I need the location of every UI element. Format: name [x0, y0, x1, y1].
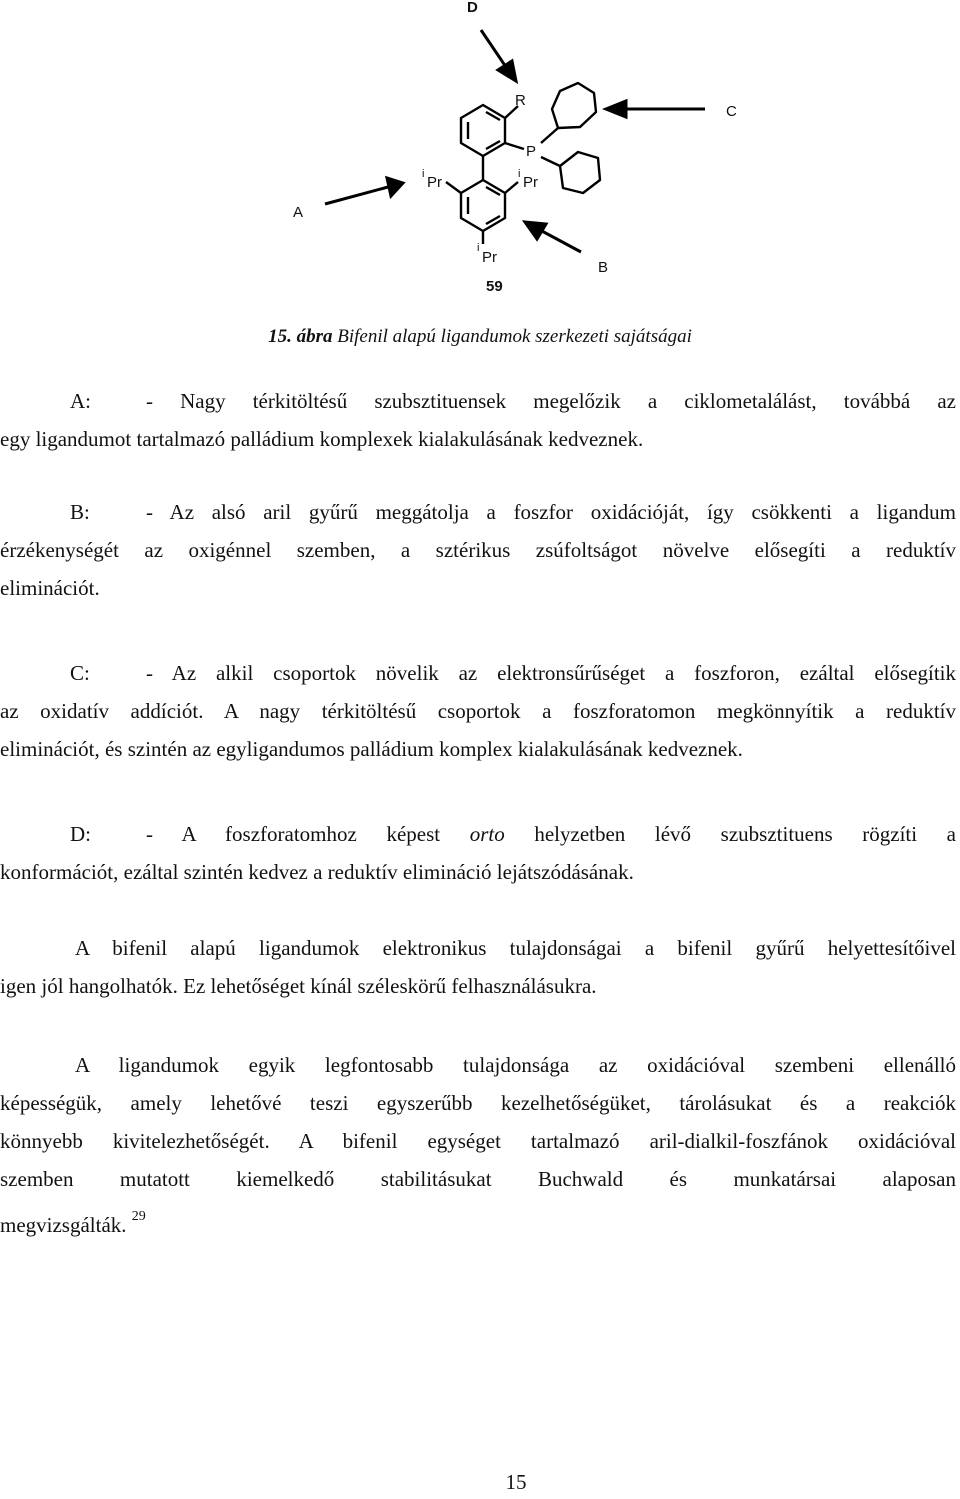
arrow-a [325, 187, 388, 204]
paragraph-a-line2: egy ligandumot tartalmazó palládium komplexek kialakulásának kedveznek. [0, 427, 644, 451]
paragraph-f-line1: A ligandumok egyik legfontosabb tulajdonsága az oxidációval szembeni ellenálló [75, 1053, 956, 1077]
arrow-b [540, 230, 581, 252]
ligand-structure-figure [0, 0, 960, 310]
paragraph-e [0, 929, 956, 1005]
label-b: B [598, 259, 609, 276]
label-a: A [293, 204, 304, 221]
tag-c: C: [70, 661, 90, 685]
paragraph-f-line3: könnyebb kivitelezhetőségét. A bifenil egységet tartalmazó aril-dialkil-foszfánok oxidációval [0, 1129, 956, 1153]
paragraph-d [0, 815, 956, 891]
label-c: C [726, 103, 737, 120]
paragraph-f-line4: szemben mutatott kiemelkedő stabilitásukat Buchwald és munkatársai alaposan [0, 1167, 956, 1191]
ipr-left: Pr [427, 174, 442, 191]
label-p: P [526, 143, 537, 160]
label-d: D [467, 0, 478, 16]
paragraph-a [0, 382, 956, 458]
caption-number: 15. ábra [268, 326, 333, 347]
tag-a: A: [70, 389, 91, 413]
paragraph-c [0, 654, 956, 768]
p-aryl-bond [505, 143, 524, 149]
ipr-right-sup: i [518, 168, 521, 180]
paragraph-f-line2: képességük, amely lehetővé teszi egyszerűbb kezelhetőségüket, tárolásukat és a reakciók [0, 1091, 956, 1115]
reference-superscript: 29 [131, 1209, 146, 1224]
paragraph-a-line1: A: - Nagy térkitöltésű szubsztituensek megelőzik a ciklometalálást, továbbá az [0, 382, 956, 420]
paragraph-e-line1: A bifenil alapú ligandumok elektronikus tulajdonságai a bifenil gyűrű helyettesítőivel [75, 936, 956, 960]
ipr-right: Pr [523, 174, 538, 191]
paragraph-b [0, 493, 956, 607]
paragraph-c-line1: C: - Az alkil csoportok növelik az elektronsűrűséget a foszforon, ezáltal elősegítik [0, 654, 956, 692]
label-r: R [515, 92, 526, 109]
paragraph-c-line3: eliminációt, és szintén az egyligandumos palládium komplex kialakulásának kedveznek. [0, 737, 743, 761]
caption-text: Bifenil alapú ligandumok szerkezeti sajátságai [337, 326, 692, 347]
paragraph-b-line2: érzékenységét az oxigénnel szemben, a sztérikus zsúfoltságot növelve elősegíti a reduktív [0, 538, 956, 562]
paragraph-f [0, 1046, 956, 1244]
compound-number: 59 [486, 278, 503, 295]
paragraph-b-line3: eliminációt. [0, 576, 100, 600]
ipr-bottom-sup: i [477, 242, 480, 254]
cyclohexyl-ring-upper [552, 83, 596, 128]
paragraph-c-line2: az oxidatív addíciót. A nagy térkitöltésű csoportok a foszforatomon megkönnyítik a reduktív [0, 699, 956, 723]
arrow-d [481, 30, 506, 67]
paragraph-b-line1: B: - Az alsó aril gyűrű meggátolja a foszfor oxidációját, így csökkenti a ligandum [0, 493, 956, 531]
paragraph-d-line1: D: - A foszforatomhoz képest orto helyzetben lévő szubsztituens rögzíti a [0, 815, 956, 853]
page-number: 15 [505, 1470, 527, 1494]
tag-d: D: [70, 822, 91, 846]
ortho-term: orto [469, 822, 505, 846]
paragraph-e-line2: igen jól hangolhatók. Ez lehetőséget kínál széleskörű felhasználásukra. [0, 974, 597, 998]
cyclohexyl-ring-lower [560, 152, 600, 193]
tag-b: B: [70, 500, 90, 524]
ipr-left-sup: i [422, 168, 425, 180]
ipr-bottom: Pr [482, 249, 497, 266]
paragraph-f-line5: megvizsgálták. $^{29}$ [0, 1209, 146, 1237]
figure-caption [0, 324, 960, 350]
paragraph-d-line2: konformációt, ezáltal szintén kedvez a reduktív elimináció lejátszódásának. [0, 860, 634, 884]
